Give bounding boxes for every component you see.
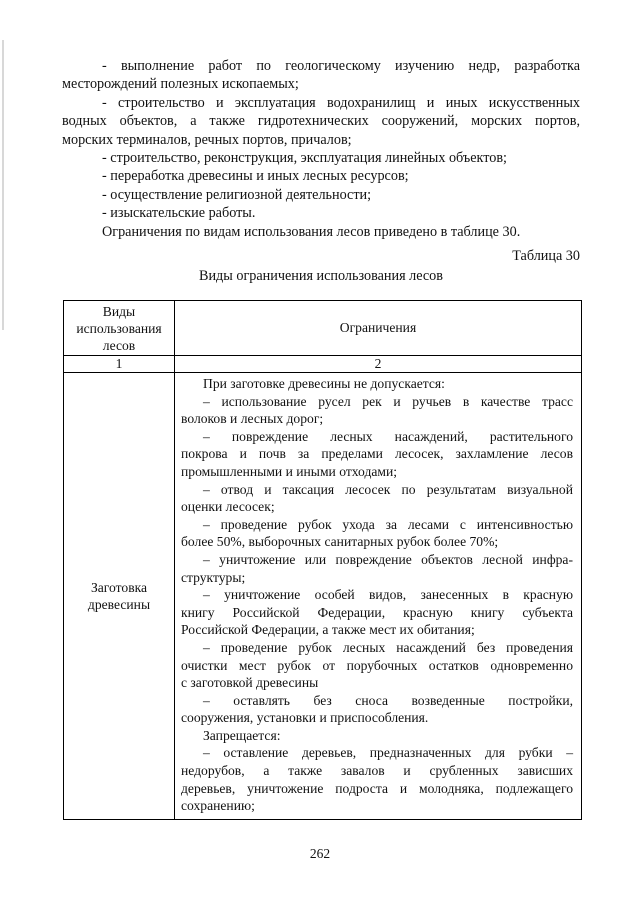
restriction-line: – использование русел рек и ручьев в качестве трасс [203,393,573,409]
table-title: Виды ограничения использования лесов [199,268,443,284]
intro-line: - осуществление религиозной деятельности; [102,186,372,203]
restriction-line: – оставление деревьев, предназначенных для рубки – [203,745,573,761]
restrictions-cell [175,373,582,820]
restriction-line: При заготовке древесины не допускается: [203,376,445,391]
restriction-line: сооружения, установки и приспособления. [181,710,429,726]
intro-line: - изыскательские работы. [102,205,256,222]
intro-line: морских терминалов, речных портов, причалов; [62,131,352,148]
restriction-line: – уничтожение или повреждение объектов лесной инфра- [203,551,573,567]
table-number: Таблица 30 [512,248,580,264]
restriction-line: – уничтожение особей видов, занесенных в красную [203,587,573,603]
intro-line: - переработка древесины и иных лесных ресурсов; [102,168,409,185]
column-number: 1 [64,356,175,373]
intro-text [62,57,580,241]
header-forest-use-types: Виды использования лесов [64,301,175,356]
restriction-line: оценки лесосек; [181,499,275,515]
restriction-line: волоков и лесных дорог; [181,411,324,427]
table-row [64,373,582,820]
restriction-line: – оставлять без сноса возведенные постройки, [203,692,573,708]
restriction-line: промышленными и иными отходами; [181,463,398,479]
restriction-line: более 50%, выборочных санитарных рубок более 70%; [181,534,499,550]
intro-line: месторождений полезных ископаемых; [62,76,299,93]
page-number: 262 [309,846,331,861]
intro-line: - строительство, реконструкция, эксплуатация линейных объектов; [102,150,507,167]
intro-line: - выполнение работ по геологическому изучению недр, разработка [102,58,580,74]
column-number: 2 [175,356,582,373]
restriction-line: деревьев, уничтожение подроста и молодняка, подлежащего [181,780,573,796]
table-header-row [64,301,582,356]
restriction-line: – проведение рубок ухода за лесами с интенсивностью [203,516,573,532]
intro-line: водных объектов, а также гидротехнических сооружений, морских портов, [62,113,580,130]
restrictions-table [63,300,582,820]
forest-use-type-cell: Заготовка древесины [64,373,175,820]
restriction-line: книгу Российской Федерации, красную книгу субъекта [181,604,573,620]
restriction-line: Запрещается: [203,727,281,743]
header-restrictions: Ограничения [175,301,582,356]
restriction-line: сохранению; [181,798,255,814]
restriction-line: – отвод и таксация лесосек по результатам визуальной [203,481,573,497]
restriction-line: Российской Федерации, а также мест их обитания; [181,622,475,638]
restriction-line: – повреждение лесных насаждений, растительного [203,428,573,444]
restriction-line: недорубов, а также завалов и срубленных зависших [181,763,573,779]
restriction-line: – проведение рубок лесных насаждений без проведения [203,639,573,655]
restriction-line: структуры; [181,569,246,585]
restriction-line: очистки мест рубок от порубочных остатков одновременно [181,657,573,673]
scan-edge-mark [2,40,4,330]
restriction-line: покрова и почв за пределами лесосек, захламление лесов [181,446,573,462]
intro-line: Ограничения по видам использования лесов приведено в таблице 30. [102,223,521,240]
intro-line: - строительство и эксплуатация водохранилищ и иных искусственных [102,94,580,111]
column-number-row [64,356,582,373]
restriction-line: с заготовкой древесины [181,675,319,691]
